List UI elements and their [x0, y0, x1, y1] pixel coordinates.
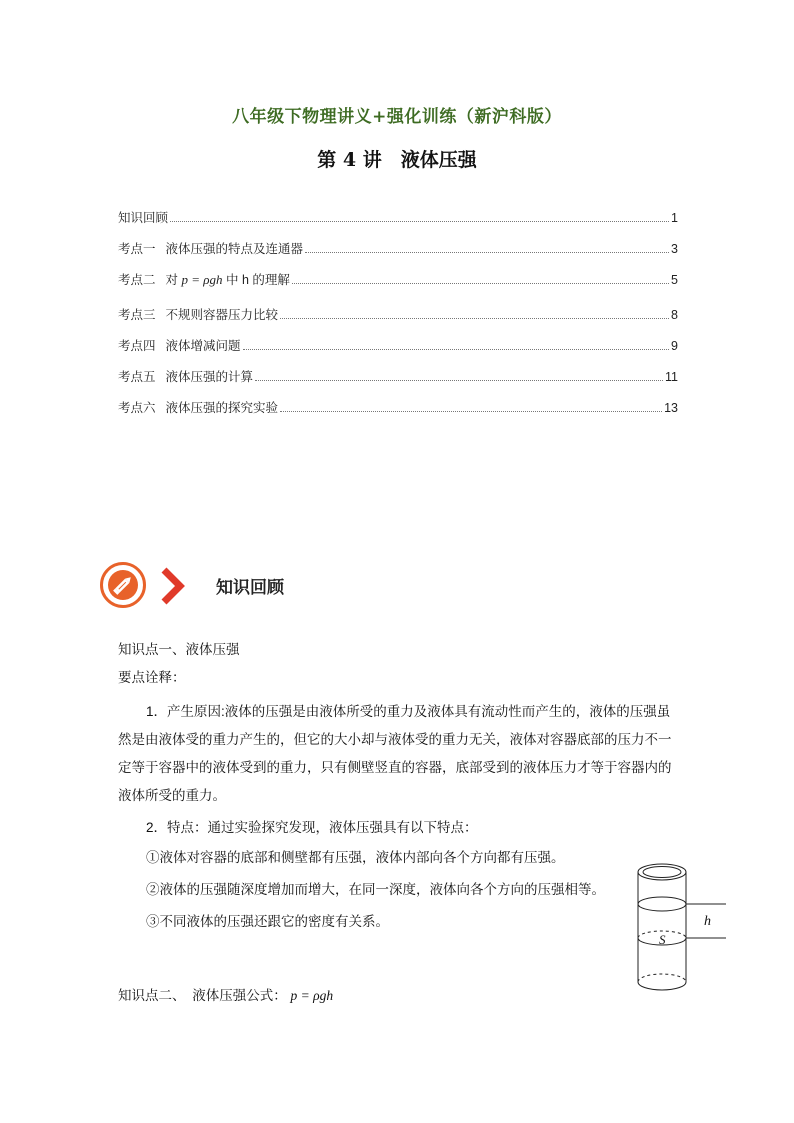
container-diagram [632, 858, 728, 998]
toc-label: 考点五 [118, 370, 156, 384]
toc-page: 9 [671, 339, 678, 353]
feature-item-1: ①液体对容器的底部和侧壁都有压强，液体内部向各个方向都有压强。 [146, 850, 565, 865]
pencil-icon [100, 562, 146, 608]
toc-topic [166, 270, 290, 288]
toc-leader [280, 318, 669, 319]
toc-label: 考点四 [118, 339, 156, 353]
toc-topic-post: 中 h 的理解 [226, 273, 290, 287]
kp2-title: 知识点二、 液体压强公式： [118, 988, 287, 1003]
toc-label: 考点三 [118, 308, 156, 322]
toc-topic: 液体增减问题 [165, 339, 241, 353]
toc-page: 11 [665, 370, 678, 384]
kp1-title: 知识点一、液体压强 [118, 642, 240, 657]
knowledge-point-2 [118, 982, 680, 1010]
toc-page: 5 [671, 273, 678, 287]
chevron-right-icon [158, 566, 186, 606]
section-header [100, 560, 500, 612]
toc-entry-5[interactable] [118, 367, 678, 390]
toc-label: 考点六 [118, 401, 156, 415]
toc-leader [255, 380, 663, 381]
toc-leader [243, 349, 670, 350]
feature-item-3: ③不同液体的压强还跟它的密度有关系。 [146, 914, 389, 929]
toc-entry-1[interactable] [118, 239, 678, 262]
toc-page: 8 [671, 308, 678, 322]
lecture-title: 第 4 讲 液体压强 [317, 149, 477, 171]
toc-leader [305, 252, 669, 253]
toc-label: 考点二 [118, 273, 156, 287]
kp1-subtitle: 要点诠释： [118, 670, 186, 685]
toc-page: 1 [671, 211, 678, 225]
kp2-formula: p = ρgh [290, 988, 334, 1003]
paragraph-cause: 1．产生原因:液体的压强是由液体所受的重力及液体具有流动性而产生的，液体的压强虽然是由液体受的重力产生的，但它的大小却与液体受的重力无关，液体对容器底部的压力不一定等于容器中的液体受到的重力，只有侧壁竖直的容器，底部受到的液体压力才等于容器内的液体所受的重力。 [118, 704, 672, 803]
toc-entry-4[interactable] [118, 336, 678, 359]
toc-entry-review[interactable] [118, 208, 678, 231]
height-label: h [704, 914, 711, 929]
series-title: 八年级下物理讲义+强化训练（新沪科版） [232, 107, 562, 127]
table-of-contents [118, 208, 678, 429]
toc-page: 3 [671, 242, 678, 256]
toc-entry-3[interactable] [118, 305, 678, 328]
toc-topic: 液体压强的探究实验 [165, 401, 279, 415]
toc-page: 13 [664, 401, 678, 415]
toc-entry-2[interactable] [118, 270, 678, 293]
toc-topic: 液体压强的特点及连通器 [165, 242, 304, 256]
toc-formula: p = ρgh [181, 272, 223, 287]
toc-topic: 不规则容器压力比较 [165, 308, 279, 322]
toc-entry-6[interactable] [118, 398, 678, 421]
toc-leader [170, 221, 669, 222]
toc-label: 考点一 [118, 242, 156, 256]
toc-topic-pre: 对 [165, 273, 179, 287]
toc-topic: 液体压强的计算 [165, 370, 254, 384]
toc-leader [280, 411, 662, 412]
toc-leader [292, 283, 669, 284]
section-title: 知识回顾 [216, 578, 284, 598]
toc-label: 知识回顾 [118, 211, 169, 225]
paragraph-features: 2．特点：通过实验探究发现，液体压强具有以下特点： [146, 820, 478, 835]
knowledge-point-1 [118, 636, 680, 936]
area-label: S [659, 932, 666, 947]
feature-item-2: ②液体的压强随深度增加而增大，在同一深度，液体向各个方向的压强相等。 [146, 882, 605, 897]
